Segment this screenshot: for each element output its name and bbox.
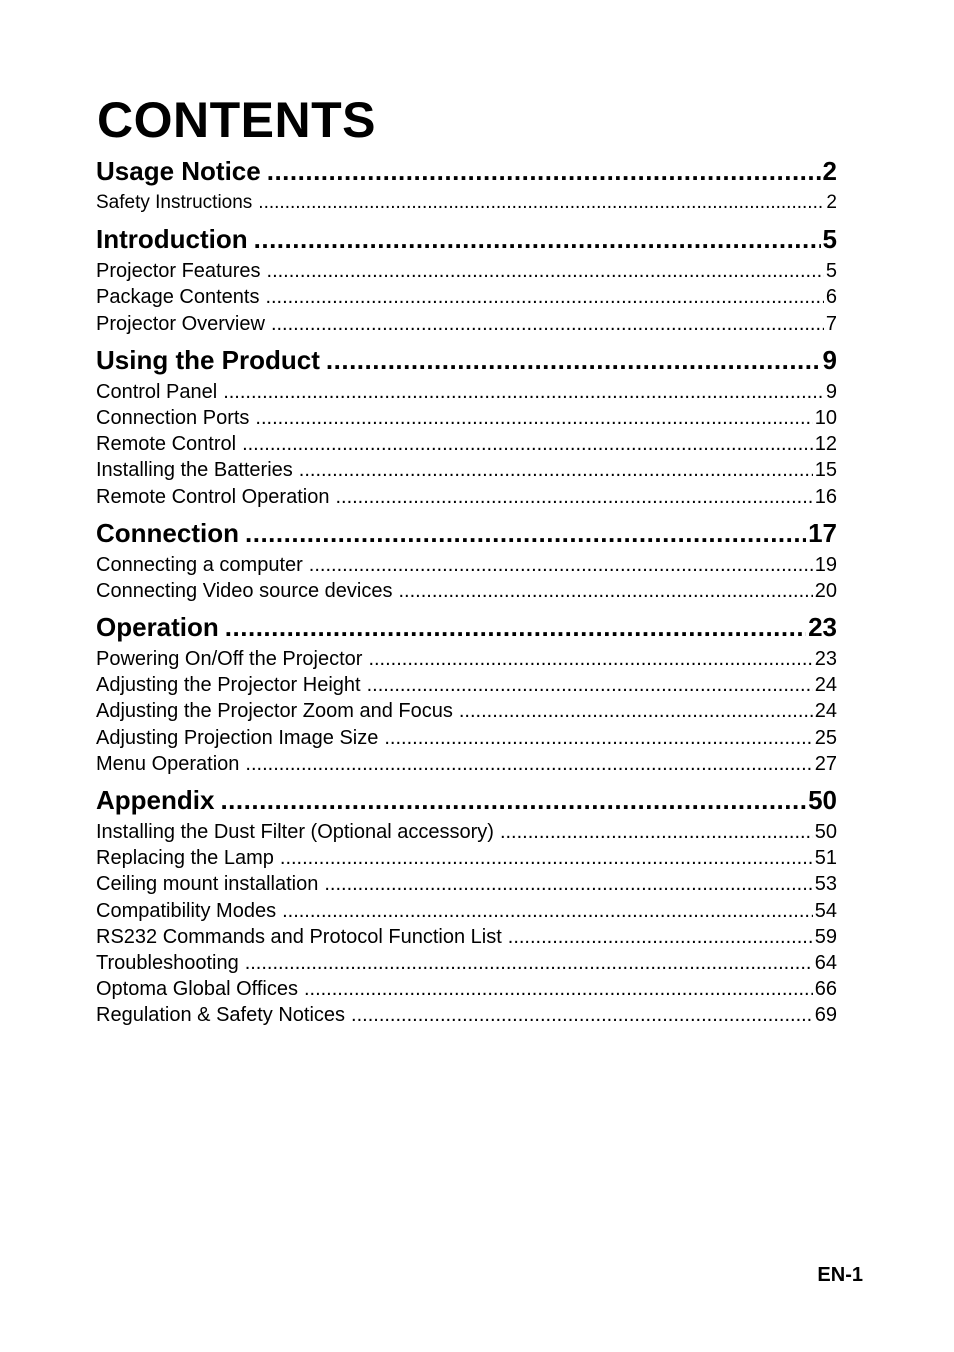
entry-title: Ceiling mount installation — [96, 873, 319, 896]
entry-title: Connecting a computer — [96, 553, 303, 576]
entry-title: Remote Control — [96, 433, 237, 456]
toc-section-connection — [96, 514, 837, 604]
section-page-number: 50 — [808, 785, 837, 815]
toc-section-using-the-product — [96, 341, 837, 510]
entry-title: Replacing the Lamp — [96, 847, 274, 870]
toc-entry[interactable] — [96, 898, 837, 924]
entry-title: Package Contents — [96, 286, 260, 309]
section-title: Connection — [96, 517, 239, 548]
entry-page-number: 9 — [825, 380, 837, 403]
toc-section-heading[interactable] — [96, 514, 837, 552]
entry-page-number: 24 — [814, 674, 837, 697]
toc-section-operation — [96, 608, 837, 777]
entry-page-number: 53 — [814, 873, 837, 896]
dot-leader — [324, 871, 812, 897]
entry-title: Troubleshooting — [96, 951, 239, 974]
dot-leader — [223, 379, 824, 405]
entry-title: Installing the Batteries — [96, 459, 293, 482]
toc-section-appendix — [96, 781, 837, 1029]
dot-leader — [335, 484, 812, 510]
section-title: Usage Notice — [96, 156, 261, 186]
entry-title: Optoma Global Offices — [96, 978, 298, 1001]
toc-section-heading[interactable] — [96, 608, 837, 646]
toc-entry[interactable] — [96, 751, 837, 777]
entry-title: Connection Ports — [96, 406, 250, 429]
table-of-contents — [96, 152, 837, 1033]
toc-section-heading[interactable] — [96, 220, 837, 258]
toc-entry[interactable] — [96, 190, 837, 216]
dot-leader — [367, 672, 813, 698]
entry-page-number: 6 — [825, 286, 837, 309]
entry-title: Adjusting the Projector Zoom and Focus — [96, 700, 453, 723]
toc-entry[interactable] — [96, 457, 837, 483]
entry-title: Adjusting Projection Image Size — [96, 726, 379, 749]
toc-entry[interactable] — [96, 379, 837, 405]
entry-title: Compatibility Modes — [96, 899, 277, 922]
entry-title: Regulation & Safety Notices — [96, 1004, 346, 1027]
dot-leader — [280, 845, 813, 871]
toc-entry[interactable] — [96, 284, 837, 310]
entry-page-number: 51 — [814, 847, 837, 870]
toc-entry[interactable] — [96, 311, 837, 337]
section-title: Appendix — [96, 785, 215, 815]
toc-entry[interactable] — [96, 578, 837, 604]
toc-entry[interactable] — [96, 871, 837, 897]
entry-page-number: 25 — [814, 726, 837, 749]
entry-page-number: 54 — [814, 899, 837, 922]
toc-section-usage-notice — [96, 152, 837, 216]
entry-title: Menu Operation — [96, 752, 240, 775]
section-title: Operation — [96, 612, 219, 643]
entry-title: Installing the Dust Filter (Optional accessory) — [96, 821, 494, 843]
toc-entry[interactable] — [96, 845, 837, 871]
dot-leader — [282, 898, 813, 924]
dot-leader — [242, 431, 813, 457]
dot-leader — [267, 152, 821, 190]
toc-entry[interactable] — [96, 484, 837, 510]
entry-title: Adjusting the Projector Height — [96, 674, 361, 697]
entry-page-number: 19 — [814, 553, 837, 576]
entry-page-number: 23 — [814, 648, 837, 671]
toc-entry[interactable] — [96, 819, 837, 845]
section-title: Introduction — [96, 224, 248, 255]
dot-leader — [384, 725, 812, 751]
entry-page-number: 66 — [814, 978, 837, 1001]
toc-section-introduction — [96, 220, 837, 337]
entry-page-number: 27 — [814, 752, 837, 775]
dot-leader — [267, 258, 824, 284]
dot-leader — [309, 552, 813, 578]
entry-page-number: 16 — [814, 485, 837, 508]
dot-leader — [326, 341, 821, 379]
dot-leader — [220, 781, 806, 819]
entry-page-number: 7 — [825, 312, 837, 335]
section-page-number: 5 — [822, 224, 837, 255]
entry-title: Projector Features — [96, 260, 261, 283]
entry-page-number: 64 — [814, 951, 837, 974]
toc-entry[interactable] — [96, 646, 837, 672]
entry-page-number: 20 — [814, 579, 837, 602]
entry-page-number: 10 — [814, 406, 837, 429]
toc-entry[interactable] — [96, 431, 837, 457]
toc-entry[interactable] — [96, 698, 837, 724]
entry-page-number: 5 — [825, 260, 837, 283]
toc-entry[interactable] — [96, 552, 837, 578]
toc-entry[interactable] — [96, 405, 837, 431]
entry-title: Safety Instructions — [96, 192, 253, 213]
entry-title: Connecting Video source devices — [96, 579, 393, 602]
dot-leader — [271, 311, 824, 337]
dot-leader — [254, 220, 821, 258]
dot-leader — [245, 751, 812, 777]
toc-section-heading[interactable] — [96, 152, 837, 190]
toc-entry[interactable] — [96, 950, 837, 976]
dot-leader — [258, 190, 824, 216]
dot-leader — [459, 698, 813, 724]
entry-title: Remote Control Operation — [96, 485, 330, 508]
entry-title: Control Panel — [96, 380, 218, 403]
section-page-number: 2 — [822, 156, 837, 186]
entry-page-number: 12 — [814, 433, 837, 456]
dot-leader — [265, 284, 823, 310]
section-page-number: 9 — [822, 344, 837, 375]
dot-leader — [245, 950, 813, 976]
toc-entry[interactable] — [96, 725, 837, 751]
toc-section-heading[interactable] — [96, 781, 837, 819]
entry-page-number: 50 — [814, 821, 837, 843]
toc-entry[interactable] — [96, 976, 837, 1002]
section-page-number: 17 — [808, 517, 837, 548]
toc-entry[interactable] — [96, 258, 837, 284]
page-title: CONTENTS — [97, 92, 376, 148]
dot-leader — [351, 1002, 813, 1028]
toc-section-heading[interactable] — [96, 341, 837, 379]
page-number-footer: EN-1 — [817, 1264, 863, 1286]
dot-leader — [304, 976, 813, 1002]
dot-leader — [500, 819, 813, 845]
section-title: Using the Product — [96, 344, 320, 375]
entry-page-number: 15 — [814, 459, 837, 482]
toc-entry[interactable] — [96, 924, 837, 950]
section-page-number: 23 — [808, 612, 837, 643]
entry-page-number: 2 — [826, 192, 837, 213]
entry-title: Projector Overview — [96, 312, 265, 335]
entry-page-number: 24 — [814, 700, 837, 723]
dot-leader — [398, 578, 812, 604]
entry-page-number: 69 — [814, 1004, 837, 1027]
dot-leader — [245, 514, 806, 552]
dot-leader — [508, 924, 813, 950]
dot-leader — [299, 457, 813, 483]
dot-leader — [368, 646, 812, 672]
dot-leader — [255, 405, 812, 431]
dot-leader — [225, 608, 806, 646]
entry-title: Powering On/Off the Projector — [96, 648, 363, 671]
entry-title: RS232 Commands and Protocol Function List — [96, 925, 502, 948]
entry-page-number: 59 — [814, 925, 837, 948]
toc-entry[interactable] — [96, 672, 837, 698]
toc-entry[interactable] — [96, 1002, 837, 1028]
